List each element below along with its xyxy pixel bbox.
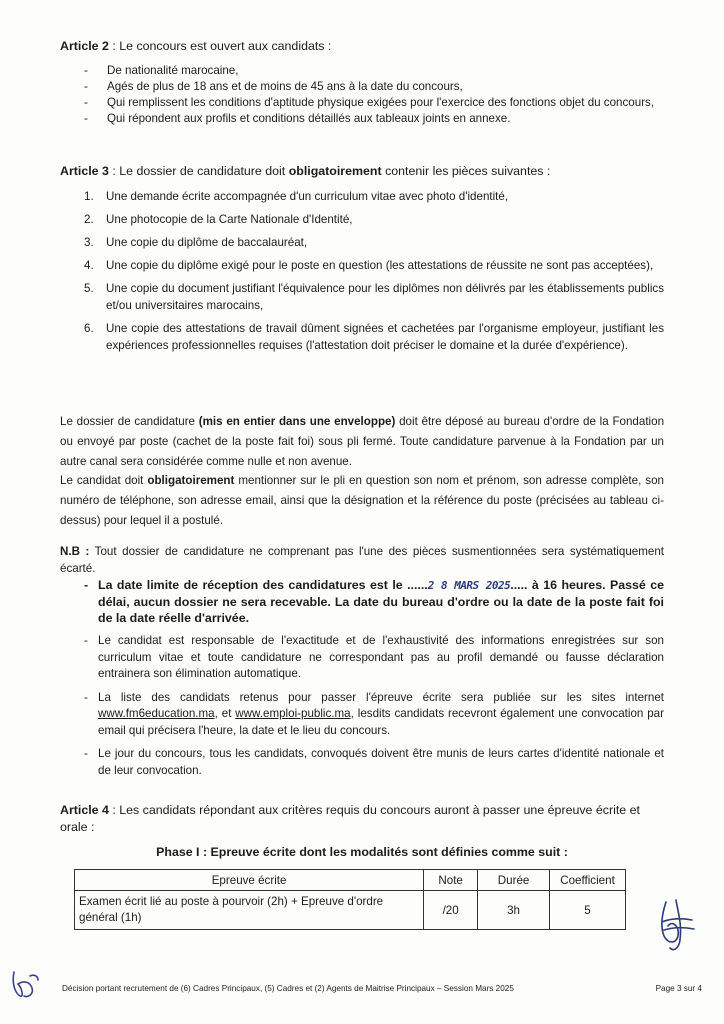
paragraph-text: Le candidat doit xyxy=(60,474,148,487)
list-item xyxy=(84,188,664,205)
article-3-intro-bold: obligatoirement xyxy=(288,164,382,178)
item-number: 3. xyxy=(84,236,94,249)
item-text: Une copie du document justifiant l'équivalence pour les diplômes non délivrés par les établissements publics et/ou universitaires marocains, xyxy=(106,282,664,312)
emploi-public-link[interactable]: www.emploi-public.ma xyxy=(235,707,351,720)
list-item: - Le jour du concours, tous les candidats, convoqués doivent être munis de leurs cartes d'identité nationale et de leur convocation. xyxy=(84,746,664,779)
nb-list xyxy=(84,577,664,786)
handwritten-paraph-icon xyxy=(652,896,698,954)
item-number: 4. xyxy=(84,259,94,272)
deadline-item xyxy=(84,577,664,626)
list-item xyxy=(84,320,664,354)
table-cell: /20 xyxy=(424,891,478,930)
table-cell: 3h xyxy=(478,891,550,930)
dossier-paragraph xyxy=(60,412,664,472)
list-item: - Qui remplissent les conditions d'aptitude physique exigées pour l'exercice des fonctions objet du concours, xyxy=(84,95,664,111)
list-item xyxy=(84,690,664,740)
item-number: 6. xyxy=(84,322,94,335)
item-text: La liste des candidats retenus pour passer l'épreuve écrite sera publiée sur les sites internet xyxy=(98,690,664,704)
article-4-label: Article 4 xyxy=(60,803,109,817)
item-number: 2. xyxy=(84,213,94,226)
list-item: - De nationalité marocaine, xyxy=(84,63,664,79)
article-3-intro-a: : Le dossier de candidature doit xyxy=(108,164,289,178)
paragraph-text: doit être déposé au bureau d'ordre de la Fondation ou envoyé par poste (cachet de la poste fait foi) sous pli fermé. Toute candidature parvenue à la Fondation par un autre canal sera considérée comme nulle et non avenue. xyxy=(60,415,665,468)
candidat-paragraph xyxy=(60,471,664,531)
article-2-intro: : Le concours est ouvert aux candidats : xyxy=(108,39,332,53)
list-item: - Agés de plus de 18 ans et de moins de 45 ans à la date du concours, xyxy=(84,79,664,95)
list-item xyxy=(84,211,664,228)
list-item xyxy=(84,234,664,251)
article-2-label: Article 2 xyxy=(60,39,109,53)
handwritten-initials-icon xyxy=(8,966,44,1002)
item-text: Une copie des attestations de travail dûment signées et cachetées par l'organisme employeur, justifiant les expériences professionnelles requises (l'attestation doit préciser le domaine et la durée d'expérience). xyxy=(106,322,664,352)
item-text: Une demande écrite accompagnée d'un curriculum vitae avec photo d'identité, xyxy=(106,190,509,203)
article-3-label: Article 3 xyxy=(60,164,109,178)
item-text: Une copie du diplôme exigé pour le poste en question (les attestations de réussite ne sont pas acceptées), xyxy=(106,259,654,272)
nb-label: N.B : xyxy=(60,545,90,558)
table-header: Durée xyxy=(478,870,550,891)
exam-table xyxy=(74,869,626,930)
paragraph-bold: (mis en entier dans une enveloppe) xyxy=(198,415,396,428)
fm6education-link[interactable]: www.fm6education.ma xyxy=(98,707,215,720)
list-item xyxy=(84,257,664,274)
article-4-heading xyxy=(60,802,664,836)
list-item xyxy=(84,280,664,314)
list-item: - Qui répondent aux profils et conditions détaillés aux tableaux joints en annexe. xyxy=(84,111,664,127)
paragraph-text: mentionner sur le pli en question son nom et prénom, son adresse complète, son numéro de téléphone, son adresse email, ainsi que la désignation et la référence du poste (précisées au tableau ci-dessus) pour lequel il a postulé. xyxy=(60,474,664,527)
table-header-row xyxy=(75,870,626,891)
item-text: , lesdits candidats recevront également une convocation par email qui précisera l'heure, la date et le lieu du concours. xyxy=(98,707,664,737)
nb-text: Tout dossier de candidature ne comprenant pas l'une des pièces susmentionnées sera systématiquement écarté. xyxy=(60,545,664,575)
footer-text: Décision portant recrutement de (6) Cadres Principaux, (5) Cadres et (2) Agents de Maitrise Principaux – Session Mars 2025 xyxy=(62,984,514,993)
deadline-text: à 16 heures. Passé ce délai, aucun dossier ne sera recevable. La date du bureau d'ordre ou la date de la poste fait foi de la date réelle d'arrivée. xyxy=(98,578,664,625)
nb-paragraph xyxy=(60,543,664,577)
table-cell: 5 xyxy=(550,891,626,930)
phase-1-title: Phase I : Epreuve écrite dont les modalités sont définies comme suit : xyxy=(156,845,568,859)
article-3-heading xyxy=(60,163,550,179)
item-number: 1. xyxy=(84,190,94,203)
paragraph-bold: obligatoirement xyxy=(147,474,235,487)
table-row xyxy=(75,891,626,930)
handwritten-date: 2 8 MARS 2025 xyxy=(427,579,511,592)
article-2-heading xyxy=(60,38,331,54)
table-cell: Examen écrit lié au poste à pourvoir (2h) + Epreuve d'ordre général (1h) xyxy=(75,891,424,930)
article-3-intro-b: contenir les pièces suivantes : xyxy=(381,164,551,178)
paragraph-text: Le dossier de candidature xyxy=(60,415,199,428)
article-3-list xyxy=(84,188,664,360)
article-4-text: : Les candidats répondant aux critères requis du concours auront à passer une épreuve écrite et orale : xyxy=(60,803,640,834)
item-number: 5. xyxy=(84,282,94,295)
deadline-text: La date limite de réception des candidatures est le xyxy=(98,578,408,592)
table-header: Epreuve écrite xyxy=(75,870,424,891)
page-number: Page 3 sur 4 xyxy=(655,984,702,993)
item-text: , et xyxy=(214,707,236,720)
dots: ...... xyxy=(407,578,428,592)
dots: ..... xyxy=(510,578,528,592)
table-header: Coefficient xyxy=(550,870,626,891)
list-item: - Le candidat est responsable de l'exactitude et de l'exhaustivité des informations enregistrées sur son curriculum vitae et toute candidature ne correspondant pas au profil demandé ou fausse déclaration entrainera son élimination automatique. xyxy=(84,633,664,683)
table-header: Note xyxy=(424,870,478,891)
item-text: Une photocopie de la Carte Nationale d'Identité, xyxy=(106,213,353,226)
article-2-list xyxy=(84,63,664,127)
item-text: Une copie du diplôme de baccalauréat, xyxy=(106,236,308,249)
